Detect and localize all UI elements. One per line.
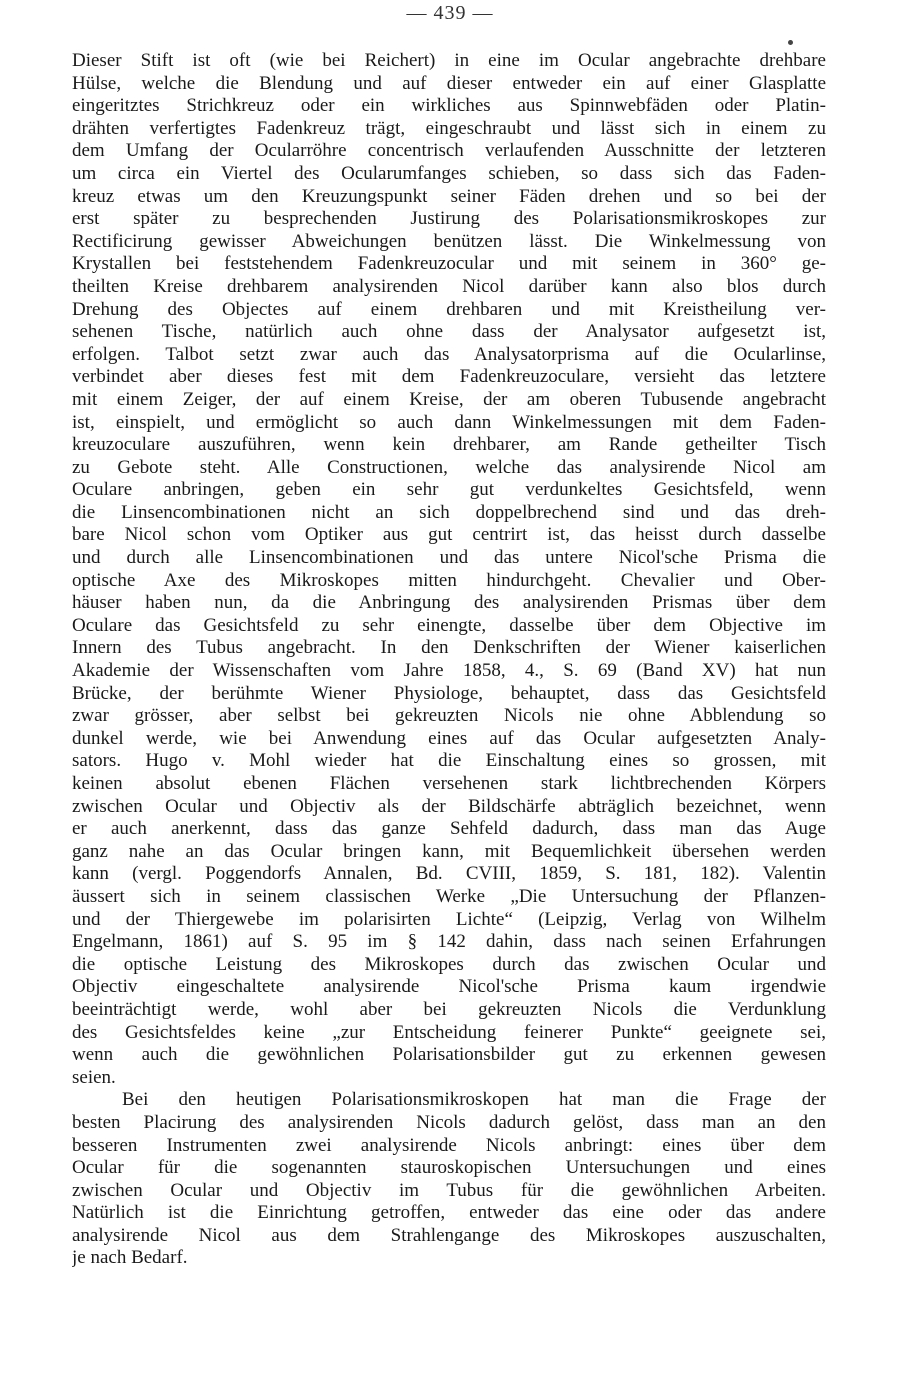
text-line: zwischen Ocular und Objectiv im Tubus für die gewöhnlichen Arbeiten. bbox=[72, 1179, 826, 1201]
text-line: beeinträchtigt werde, wohl aber bei gekreuzten Nicols die Verdunklung bbox=[72, 998, 826, 1020]
text-line: dunkel werde, wie bei Anwendung eines auf das Ocular aufgesetzten Analy- bbox=[72, 727, 826, 749]
text-line: und der Thiergewebe im polarisirten Lichte“ (Leipzig, Verlag von Wilhelm bbox=[72, 908, 826, 930]
text-line: Krystallen bei feststehendem Fadenkreuzocular und mit seinem in 360° ge- bbox=[72, 253, 826, 275]
text-line: dem Umfang der Ocularröhre concentrisch verlaufenden Ausschnitte der letzteren bbox=[72, 140, 826, 162]
text-line: die optische Leistung des Mikroskopes durch das zwischen Ocular und bbox=[72, 953, 826, 975]
text-line: je nach Bedarf. bbox=[72, 1247, 188, 1269]
text-line: bare Nicol schon vom Optiker aus gut centrirt ist, das heisst durch dasselbe bbox=[72, 524, 826, 546]
text-line: analysirende Nicol aus dem Strahlengange des Mikroskopes auszuschalten, bbox=[72, 1224, 826, 1246]
text-line: zwischen Ocular und Objectiv als der Bildschärfe abträglich bezeichnet, wenn bbox=[72, 795, 826, 817]
text-line: seien. bbox=[72, 1066, 116, 1088]
text-line: Ocular für die sogenannten stauroskopischen Untersuchungen und eines bbox=[72, 1157, 826, 1179]
text-line: kann (vergl. Poggendorfs Annalen, Bd. CVIII, 1859, S. 181, 182). Valentin bbox=[72, 863, 826, 885]
text-line: er auch anerkennt, dass das ganze Sehfeld dadurch, dass man das Auge bbox=[72, 818, 826, 840]
text-line: kreuz etwas um den Kreuzungspunkt seiner Fäden drehen und so bei der bbox=[72, 185, 826, 207]
text-line: Akademie der Wissenschaften vom Jahre 1858, 4., S. 69 (Band XV) hat nun bbox=[72, 660, 826, 682]
text-line: optische Axe des Mikroskopes mitten hindurchgeht. Chevalier und Ober- bbox=[72, 569, 826, 591]
body-text bbox=[72, 50, 826, 1270]
text-line: Oculare anbringen, geben ein sehr gut verdunkeltes Gesichtsfeld, wenn bbox=[72, 479, 826, 501]
text-line: häuser haben nun, da die Anbringung des analysirenden Prismas über dem bbox=[72, 592, 826, 614]
text-line: erfolgen. Talbot setzt zwar auch das Analysatorprisma auf die Ocularlinse, bbox=[72, 343, 826, 365]
text-line: äussert sich in seinem classischen Werke „Die Untersuchung der Pflanzen- bbox=[72, 885, 826, 907]
paragraph bbox=[72, 1089, 826, 1270]
text-line: Drehung des Objectes auf einem drehbaren und mit Kreistheilung ver- bbox=[72, 298, 826, 320]
text-line: wenn auch die gewöhnlichen Polarisationsbilder gut zu erkennen gewesen bbox=[72, 1044, 826, 1066]
text-line: ist, einspielt, und ermöglicht so auch dann Winkelmessungen mit dem Faden- bbox=[72, 411, 826, 433]
text-line: erst später zu besprechenden Justirung des Polarisationsmikroskopes zur bbox=[72, 208, 826, 230]
text-line: des Gesichtsfeldes keine „zur Entscheidung feinerer Punkte“ geeignete sei, bbox=[72, 1021, 826, 1043]
text-line: um circa ein Viertel des Ocularumfanges schieben, so dass sich das Faden- bbox=[72, 162, 826, 184]
text-line: Objectiv eingeschaltete analysirende Nicol'sche Prisma kaum irgendwie bbox=[72, 976, 826, 998]
text-line: besseren Instrumenten zwei analysirende Nicols anbringt: eines über dem bbox=[72, 1134, 826, 1156]
text-line: sehenen Tische, natürlich auch ohne dass der Analysator aufgesetzt ist, bbox=[72, 321, 826, 343]
text-line: theilten Kreise drehbarem analysirenden Nicol darüber kann also blos durch bbox=[72, 275, 826, 297]
text-line: drähten verfertigtes Fadenkreuz trägt, eingeschraubt und lässt sich in einem zu bbox=[72, 117, 826, 139]
paragraph bbox=[72, 50, 826, 1089]
text-line: Natürlich ist die Einrichtung getroffen, entweder das eine oder das andere bbox=[72, 1202, 826, 1224]
text-line: Dieser Stift ist oft (wie bei Reichert) in eine im Ocular angebrachte drehbare bbox=[72, 50, 826, 71]
text-line: mit einem Zeiger, der auf einem Kreise, der am oberen Tubusende angebracht bbox=[72, 388, 826, 410]
text-line: die Linsencombinationen nicht an sich doppelbrechend sind und das dreh- bbox=[72, 501, 826, 523]
text-line: sators. Hugo v. Mohl wieder hat die Einschaltung eines so grossen, mit bbox=[72, 750, 826, 772]
text-line: zu Gebote steht. Alle Constructionen, welche das analysirende Nicol am bbox=[72, 456, 826, 478]
text-line: verbindet aber dieses fest mit dem Fadenkreuzoculare, versieht das letztere bbox=[72, 366, 826, 388]
ink-speck bbox=[788, 40, 793, 45]
text-line: Innern des Tubus angebracht. In den Denkschriften der Wiener kaiserlichen bbox=[72, 637, 826, 659]
text-line: Brücke, der berühmte Wiener Physiologe, behauptet, dass das Gesichtsfeld bbox=[72, 682, 826, 704]
text-line: Engelmann, 1861) auf S. 95 im § 142 dahin, dass nach seinen Erfahrungen bbox=[72, 931, 826, 953]
text-line: Rectificirung gewisser Abweichungen benützen lässt. Die Winkelmessung von bbox=[72, 230, 826, 252]
text-line: besten Placirung des analysirenden Nicols dadurch gelöst, dass man an den bbox=[72, 1111, 826, 1133]
text-line: eingeritztes Strichkreuz oder ein wirkliches aus Spinnwebfäden oder Platin- bbox=[72, 95, 826, 117]
text-line: Oculare das Gesichtsfeld zu sehr einengte, dasselbe über dem Objective im bbox=[72, 614, 826, 636]
text-line: keinen absolut ebenen Flächen versehenen stark lichtbrechenden Körpers bbox=[72, 773, 826, 794]
page-number: — 439 — bbox=[406, 2, 494, 24]
text-line: ganz nahe an das Ocular bringen kann, mit Bequemlichkeit übersehen werden bbox=[72, 840, 826, 862]
text-line: zwar grösser, aber selbst bei gekreuzten Nicols nie ohne Abblendung so bbox=[72, 705, 826, 727]
text-line: Bei den heutigen Polarisationsmikroskopen hat man die Frage der bbox=[122, 1089, 826, 1111]
text-line: und durch alle Linsencombinationen und das untere Nicol'sche Prisma die bbox=[72, 547, 826, 569]
text-line: Hülse, welche die Blendung und auf dieser entweder ein auf einer Glasplatte bbox=[72, 72, 826, 94]
text-line: kreuzoculare auszuführen, wenn kein drehbarer, am Rande getheilter Tisch bbox=[72, 434, 826, 456]
